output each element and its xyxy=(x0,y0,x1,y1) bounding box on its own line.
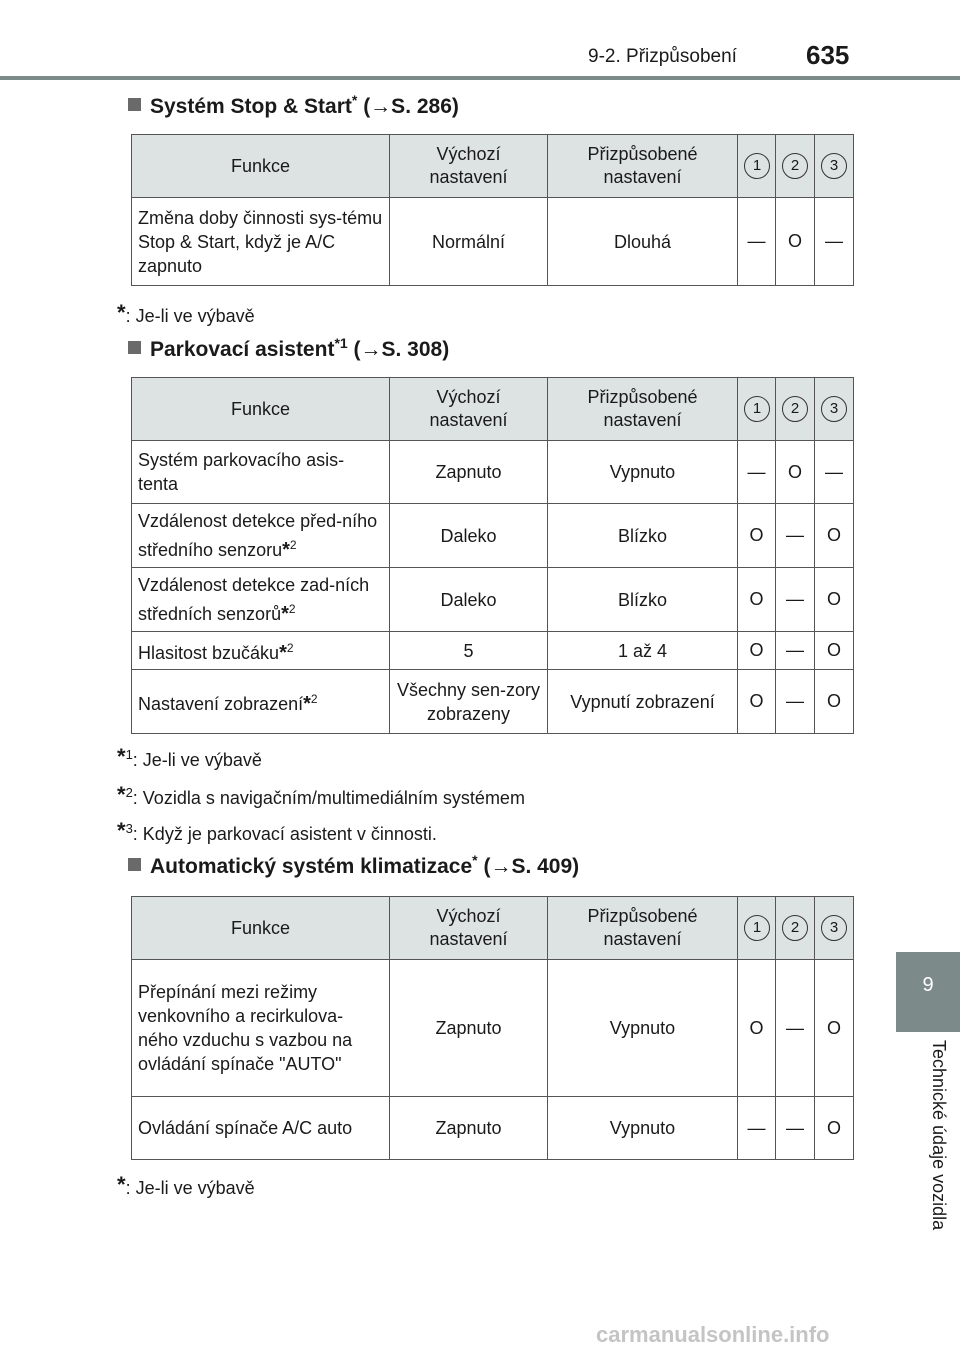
cell-mode-3: O xyxy=(815,960,854,1097)
cell-mode-2: — xyxy=(776,568,815,632)
cell-mode-2: — xyxy=(776,504,815,568)
col-header-mode-1 xyxy=(738,135,776,198)
cell-mode-1: O xyxy=(738,568,776,632)
cell-function: Vzdálenost detekce před-ního středního senzoru*$^2$ xyxy=(132,504,390,568)
table-header-row xyxy=(132,897,854,960)
cell-function: Hlasitost bzučáku*$^2$ xyxy=(132,632,390,670)
page-number: 635 xyxy=(806,40,850,70)
cell-mode-3: O xyxy=(815,568,854,632)
cell-function: Ovládání spínače A/C auto xyxy=(132,1097,390,1160)
cell-mode-3: O xyxy=(815,670,854,734)
table-stop-start xyxy=(131,134,854,286)
cell-mode-3: O xyxy=(815,1097,854,1160)
cell-custom: Vypnutí zobrazení xyxy=(548,670,738,734)
col-header-default: Výchozí nastavení xyxy=(390,897,548,960)
table-header-row xyxy=(132,135,854,198)
table-row xyxy=(132,568,854,632)
table-row xyxy=(132,1097,854,1160)
table-row xyxy=(132,198,854,286)
cell-function: Nastavení zobrazení*$^2$ xyxy=(132,670,390,734)
table-row xyxy=(132,504,854,568)
cell-custom: 1 až 4 xyxy=(548,632,738,670)
col-header-mode-3 xyxy=(815,897,854,960)
cell-mode-2: — xyxy=(776,670,815,734)
chapter-tab[interactable]: 9 xyxy=(896,952,960,1032)
footnote: *: Je-li ve výbavě xyxy=(117,300,255,326)
table-row xyxy=(132,670,854,734)
cell-custom: Dlouhá xyxy=(548,198,738,286)
cell-mode-1: O xyxy=(738,632,776,670)
cell-custom: Vypnuto xyxy=(548,441,738,504)
circled-number-2: 2 xyxy=(782,153,808,179)
cell-mode-1: — xyxy=(738,198,776,286)
col-header-function: Funkce xyxy=(132,135,390,198)
cell-custom: Blízko xyxy=(548,504,738,568)
cell-function: Změna doby činnosti sys-tému Stop & Start, když je A/C zapnuto xyxy=(132,198,390,286)
cell-default: 5 xyxy=(390,632,548,670)
table-header-row xyxy=(132,378,854,441)
cell-mode-3: O xyxy=(815,632,854,670)
cell-default: Zapnuto xyxy=(390,441,548,504)
watermark: carmanualsonline.info xyxy=(596,1322,830,1347)
cell-custom: Blízko xyxy=(548,568,738,632)
col-header-default: Výchozí nastavení xyxy=(390,378,548,441)
cell-mode-1: O xyxy=(738,670,776,734)
col-header-custom: Přizpůsobené nastavení xyxy=(548,135,738,198)
col-header-default: Výchozí nastavení xyxy=(390,135,548,198)
header-rule xyxy=(0,76,960,80)
table-row xyxy=(132,960,854,1097)
cell-mode-2: — xyxy=(776,632,815,670)
circled-number-3: 3 xyxy=(821,153,847,179)
cell-mode-3: — xyxy=(815,198,854,286)
cell-default: Normální xyxy=(390,198,548,286)
square-bullet-icon xyxy=(128,98,141,111)
cell-default: Zapnuto xyxy=(390,1097,548,1160)
table-climate xyxy=(131,896,854,1160)
col-header-mode-1 xyxy=(738,897,776,960)
cell-mode-2: O xyxy=(776,198,815,286)
circled-number-1: 1 xyxy=(744,915,770,941)
header-section-title: 9-2. Přizpůsobení xyxy=(588,46,737,67)
cell-function: Systém parkovacího asis-tenta xyxy=(132,441,390,504)
circled-number-2: 2 xyxy=(782,915,808,941)
footnote-mark: * xyxy=(472,852,478,868)
cell-default: Daleko xyxy=(390,568,548,632)
cell-mode-1: — xyxy=(738,441,776,504)
cell-mode-3: — xyxy=(815,441,854,504)
cell-function: Přepínání mezi režimy venkovního a recirkulova-ného vzduchu s vazbou na ovládání spínače "AUTO" xyxy=(132,960,390,1097)
cell-mode-1: O xyxy=(738,960,776,1097)
cell-default: Daleko xyxy=(390,504,548,568)
circled-number-3: 3 xyxy=(821,396,847,422)
cell-mode-2: O xyxy=(776,441,815,504)
cell-custom: Vypnuto xyxy=(548,1097,738,1160)
table-row xyxy=(132,632,854,670)
circled-number-1: 1 xyxy=(744,153,770,179)
page-reference-link[interactable]: (→S. 409) xyxy=(483,855,580,878)
col-header-mode-1 xyxy=(738,378,776,441)
square-bullet-icon xyxy=(128,341,141,354)
col-header-mode-2 xyxy=(776,378,815,441)
page-reference-link[interactable]: (→S. 308) xyxy=(353,338,450,361)
col-header-mode-2 xyxy=(776,135,815,198)
cell-mode-2: — xyxy=(776,1097,815,1160)
footnote-mark: * xyxy=(351,92,358,108)
table-row xyxy=(132,441,854,504)
footnote: *$^3$: Když je parkovací asistent v činnosti. xyxy=(117,818,437,844)
section-title-stop-start: Systém Stop & Start* (→S. 286) xyxy=(128,92,459,119)
cell-default: Všechny sen-zory zobrazeny xyxy=(390,670,548,734)
circled-number-1: 1 xyxy=(744,396,770,422)
section-title-climate: Automatický systém klimatizace* (→S. 409) xyxy=(128,852,579,879)
col-header-function: Funkce xyxy=(132,378,390,441)
cell-mode-3: O xyxy=(815,504,854,568)
section-title-parking-assist: Parkovací asistent$^{*1}$ (→S. 308) xyxy=(128,335,449,362)
col-header-custom: Přizpůsobené nastavení xyxy=(548,897,738,960)
cell-mode-1: — xyxy=(738,1097,776,1160)
cell-mode-2: — xyxy=(776,960,815,1097)
table-parking-assist xyxy=(131,377,854,734)
col-header-mode-3 xyxy=(815,135,854,198)
col-header-function: Funkce xyxy=(132,897,390,960)
chapter-label: Technické údaje vozidla xyxy=(929,1040,949,1231)
circled-number-3: 3 xyxy=(821,915,847,941)
cell-custom: Vypnuto xyxy=(548,960,738,1097)
page-reference-link[interactable]: (→S. 286) xyxy=(363,95,459,118)
cell-function: Vzdálenost detekce zad-ních středních senzorů*$^2$ xyxy=(132,568,390,632)
col-header-mode-2 xyxy=(776,897,815,960)
col-header-mode-3 xyxy=(815,378,854,441)
footnote: *$^1$: Je-li ve výbavě xyxy=(117,744,262,770)
square-bullet-icon xyxy=(128,858,141,871)
cell-default: Zapnuto xyxy=(390,960,548,1097)
cell-mode-1: O xyxy=(738,504,776,568)
col-header-custom: Přizpůsobené nastavení xyxy=(548,378,738,441)
footnote-mark: *1 xyxy=(334,335,348,351)
footnote: *$^2$: Vozidla s navigačním/multimediálním systémem xyxy=(117,782,525,808)
circled-number-2: 2 xyxy=(782,396,808,422)
footnote: *: Je-li ve výbavě xyxy=(117,1172,255,1198)
